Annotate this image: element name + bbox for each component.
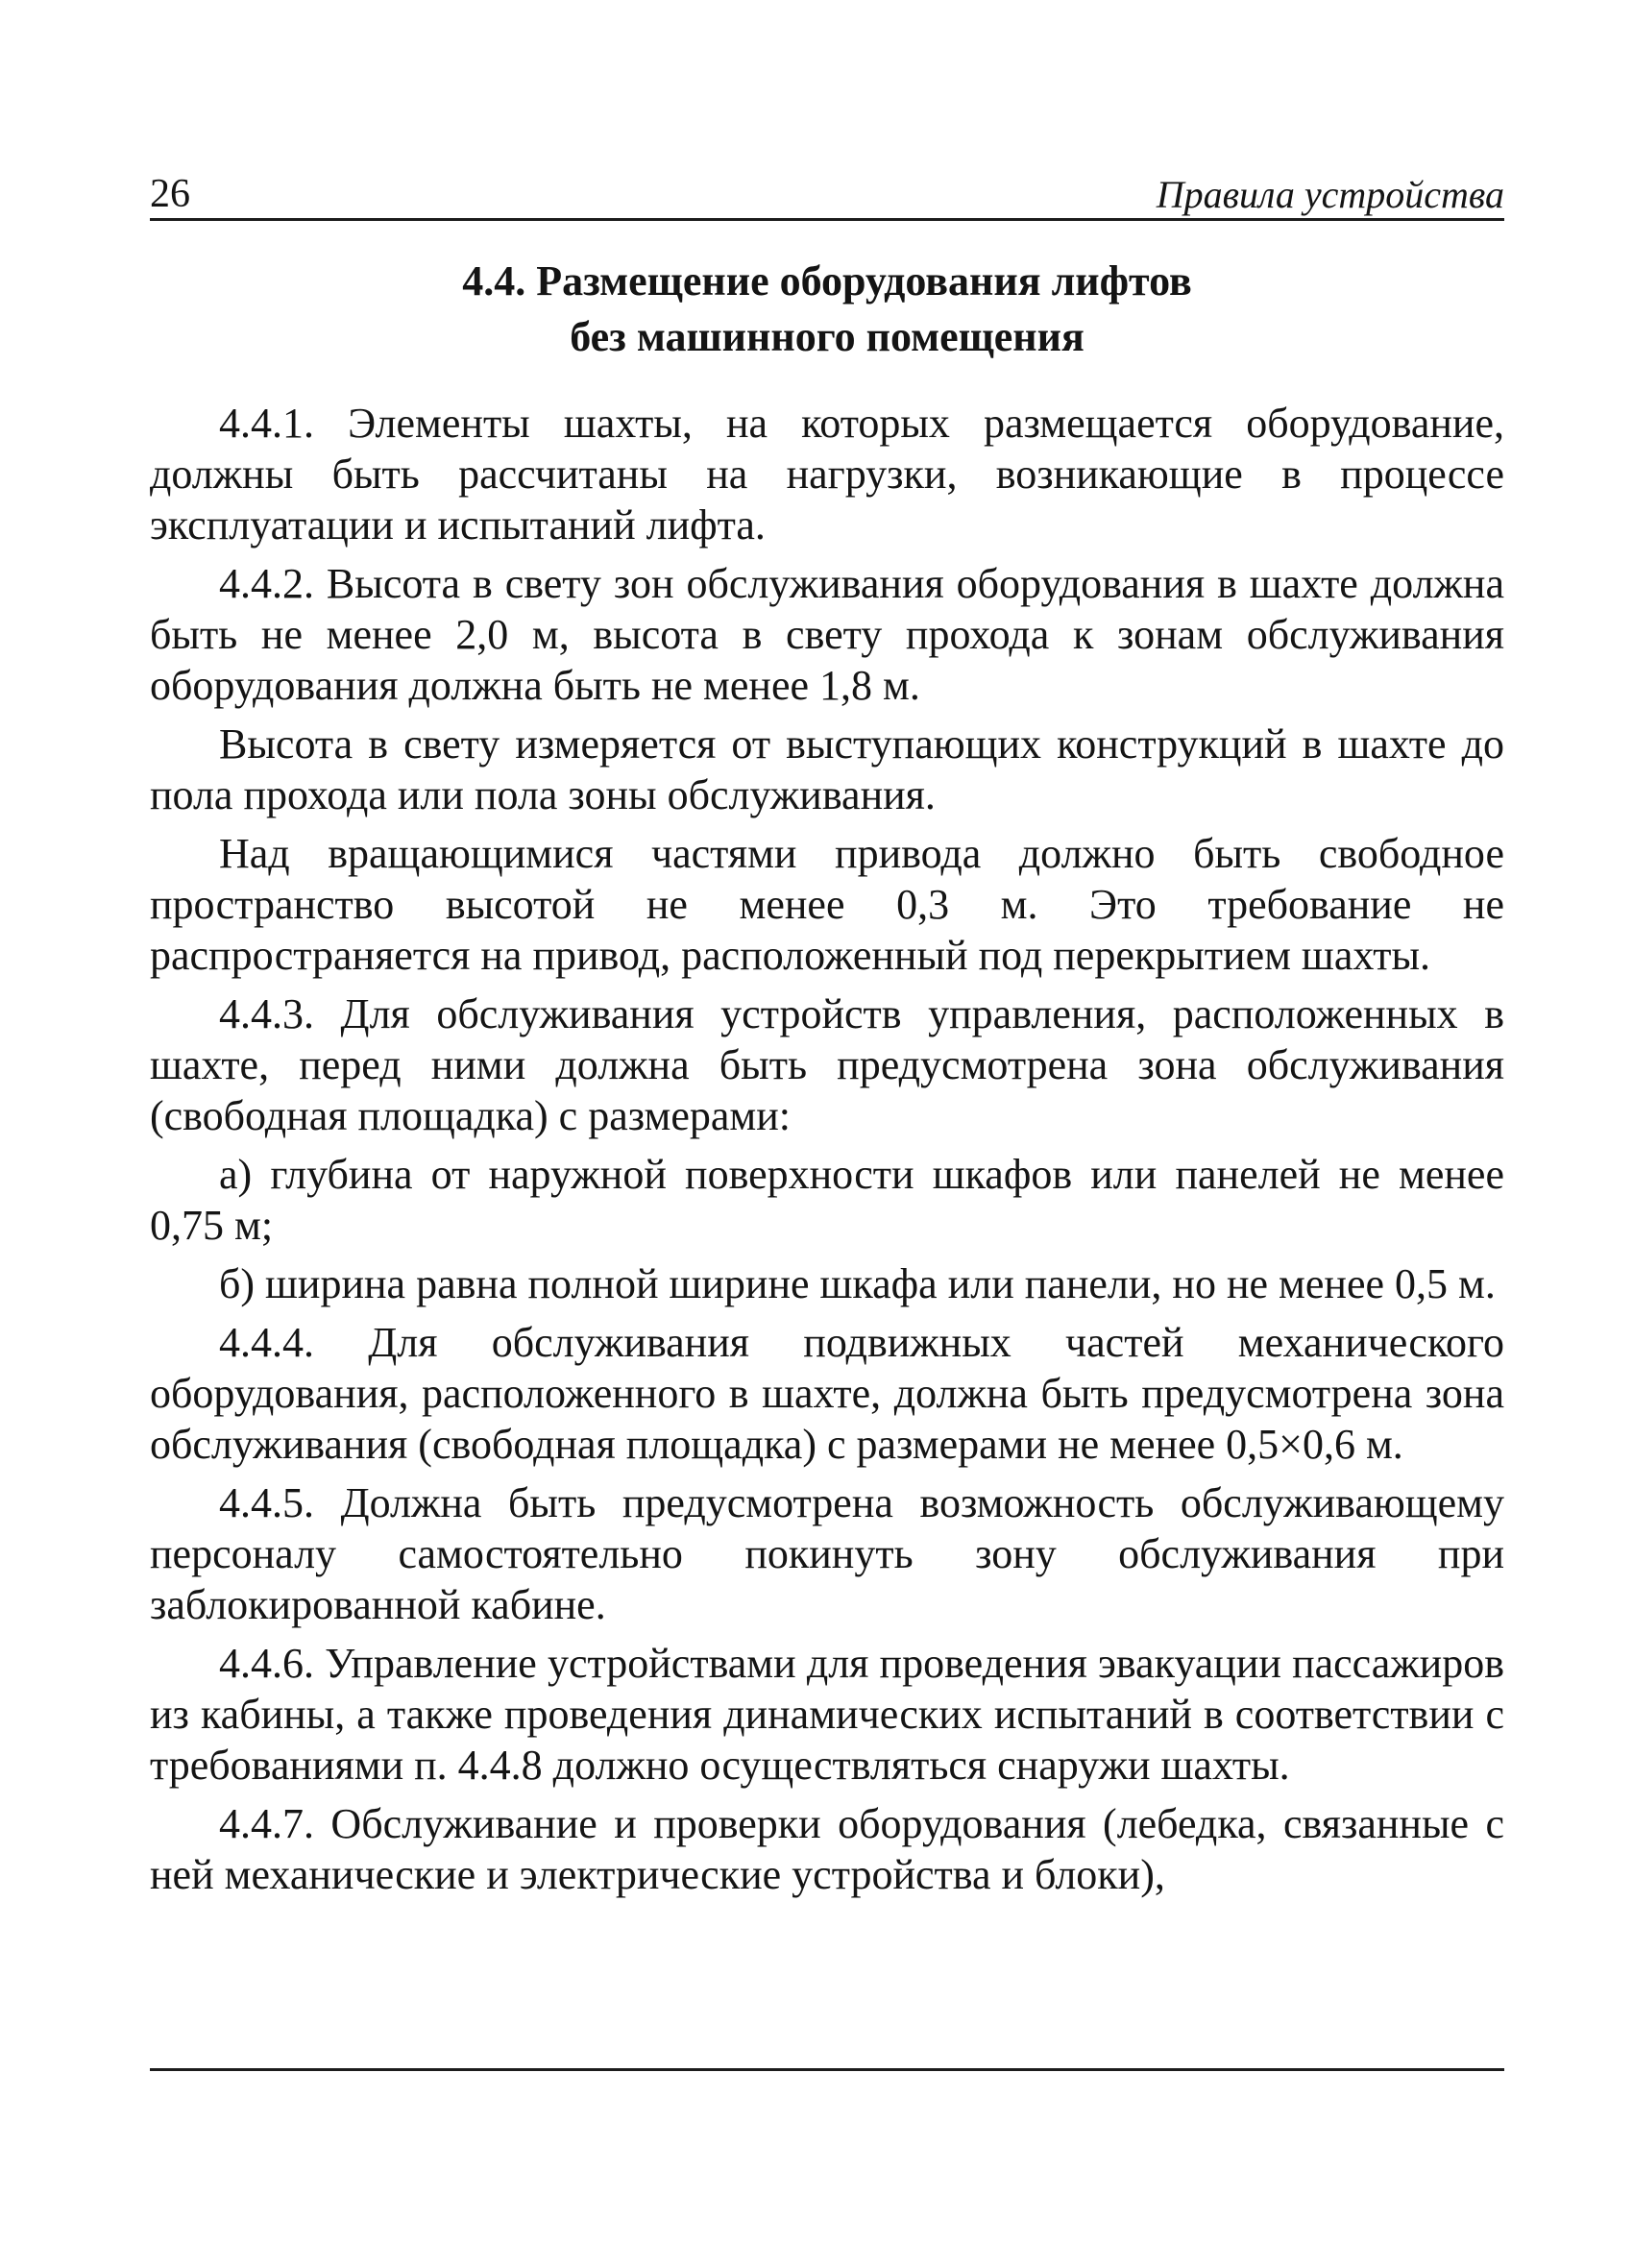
section-title-line-1: 4.4. Размещение оборудования лифтов (462, 257, 1192, 305)
list-item-a: а) глубина от наружной поверхности шкафов или панелей не менее 0,75 м; (150, 1151, 1504, 1249)
paragraph-4-4-7: 4.4.7. Обслуживание и проверки оборудования (лебедка, связанные с ней механические и электрические устройства и блоки), (150, 1800, 1504, 1898)
paragraph-4-4-6: 4.4.6. Управление устройствами для проведения эвакуации пассажиров из кабины, а также проведения динамических испытаний в соответствии с требованиями п. 4.4.8 должно осуществляться снаружи шахты. (150, 1640, 1504, 1789)
running-header (150, 168, 1504, 221)
paragraph-4-4-2: 4.4.2. Высота в свету зон обслуживания оборудования в шахте должна быть не менее 2,0 м, высота в свету прохода к зонам обслуживания оборудования должна быть не менее 1,8 м. (150, 560, 1504, 709)
body-text (150, 398, 1504, 1900)
paragraph-4-4-1: 4.4.1. Элементы шахты, на которых размещается оборудование, должны быть рассчитаны на нагрузки, возникающие в процессе эксплуатации и испытаний лифта. (150, 400, 1504, 549)
paragraph-4-4-3: 4.4.3. Для обслуживания устройств управления, расположенных в шахте, перед ними должна быть предусмотрена зона обслуживания (свободная площадка) с размерами: (150, 990, 1504, 1139)
list-item-b: б) ширина равна полной ширине шкафа или панели, но не менее 0,5 м. (219, 1260, 1496, 1307)
page-number: 26 (150, 172, 190, 216)
running-title: Правила устройства (1156, 173, 1504, 216)
section-title-line-2: без машинного помещения (570, 313, 1085, 360)
section-title (150, 254, 1504, 365)
paragraph-4-4-4: 4.4.4. Для обслуживания подвижных частей механического оборудования, расположенного в шахте, должна быть предусмотрена зона обслуживания (свободная площадка) с размерами не менее 0,5×0,6 м. (150, 1319, 1504, 1468)
paragraph-clear-height-note: Высота в свету измеряется от выступающих конструкций в шахте до пола прохода или пола зоны обслуживания. (150, 720, 1504, 818)
paragraph-drive-clearance: Над вращающимися частями привода должно быть свободное пространство высотой не менее 0,3 м. Это требование не распространяется на привод, расположенный под перекрытием шахты. (150, 830, 1504, 979)
paragraph-4-4-5: 4.4.5. Должна быть предусмотрена возможность обслуживающему персоналу самостоятельно покинуть зону обслуживания при заблокированной кабине. (150, 1479, 1504, 1628)
footer-rule (150, 2068, 1504, 2071)
document-page (150, 168, 1504, 2089)
